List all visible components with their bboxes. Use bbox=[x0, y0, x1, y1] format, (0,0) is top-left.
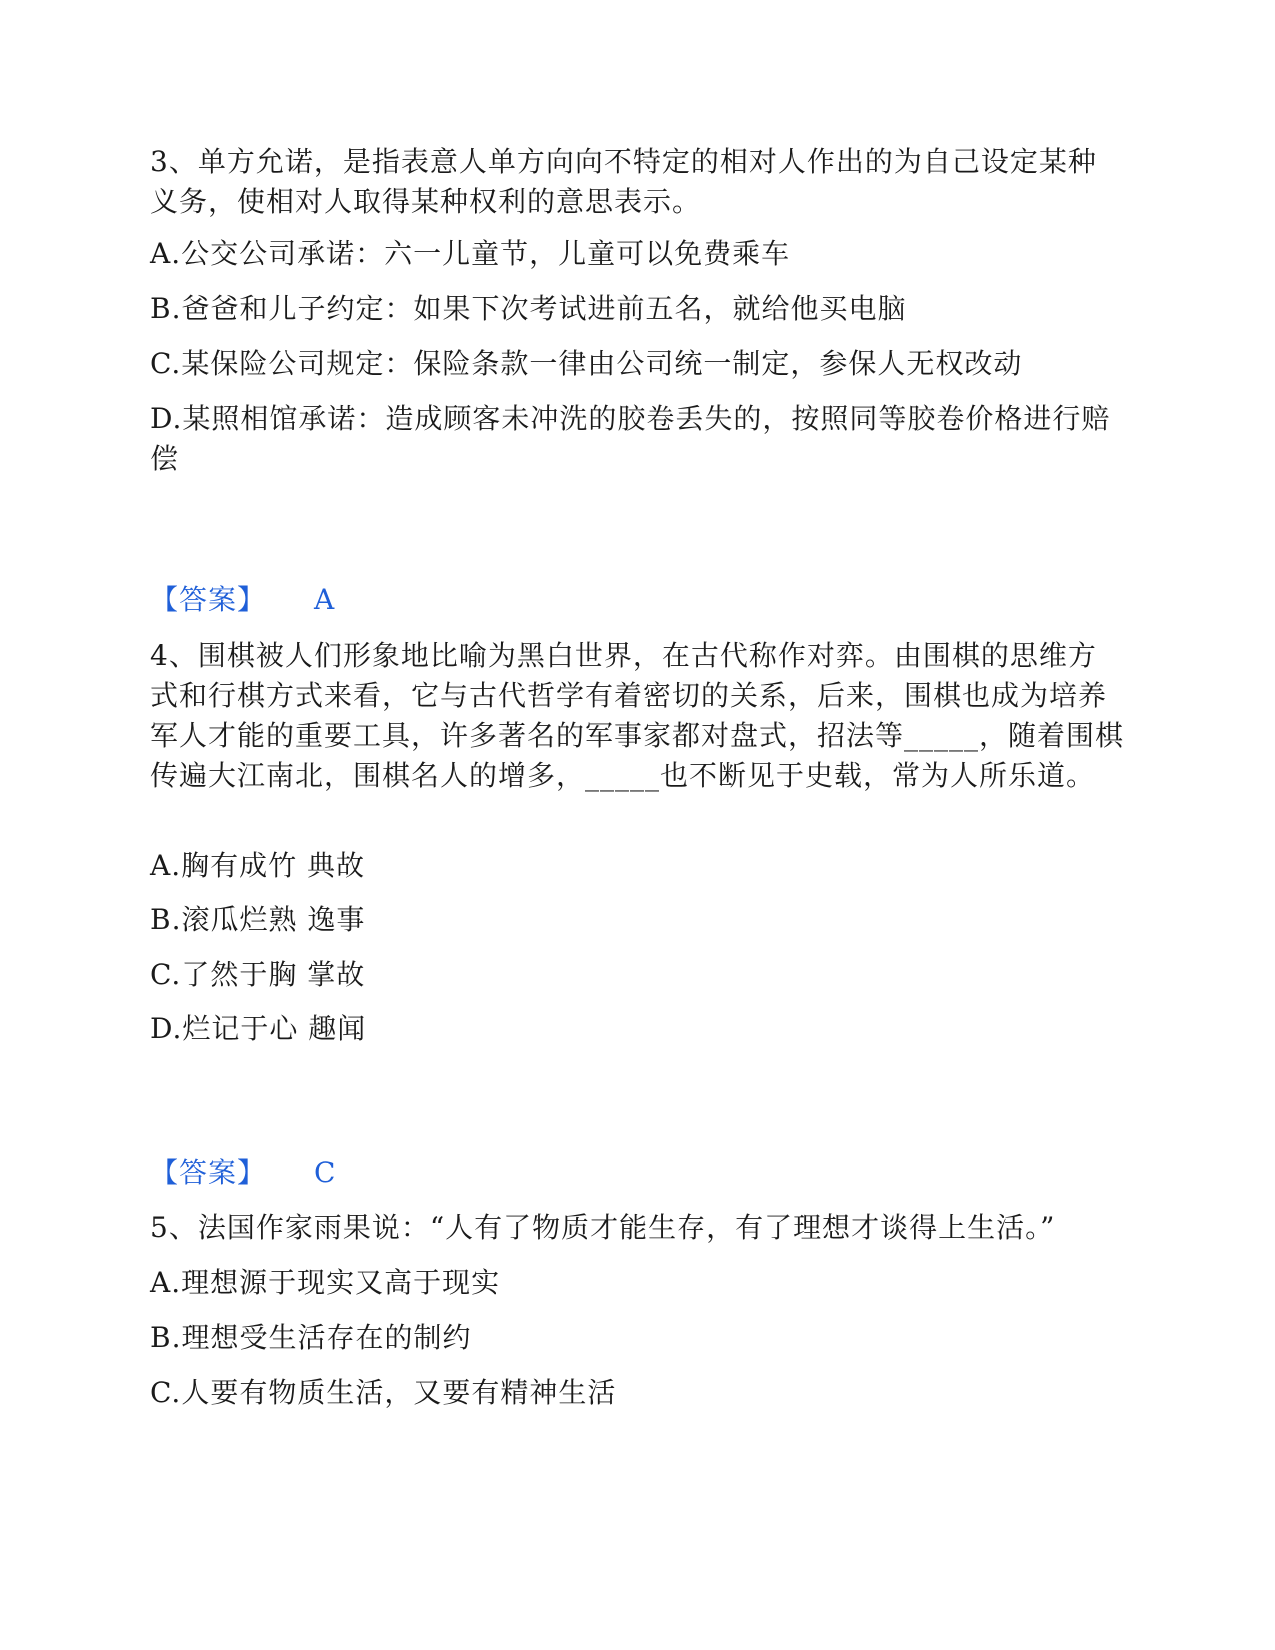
question-3-answer bbox=[150, 580, 334, 620]
question-4-answer bbox=[150, 1153, 335, 1193]
answer-label: 【答案】 bbox=[150, 1156, 267, 1189]
question-3-option-d: D.某照相馆承诺：造成顾客未冲洗的胶卷丢失的，按照同等胶卷价格进行赔偿 bbox=[150, 402, 1111, 475]
question-4-stem: 4、围棋被人们形象地比喻为黑白世界，在古代称作对弈。由围棋的思维方式和行棋方式来看，它与古代哲学有着密切的关系，后来，围棋也成为培养军人才能的重要工具，许多著名的军事家都对盘式，招法等_____，随着围棋传遍大江南北，围棋名人的增多，_____也不断见于史载，常为人所乐道。 bbox=[150, 639, 1125, 792]
question-3-option-b: B.爸爸和儿子约定：如果下次考试进前五名，就给他买电脑 bbox=[150, 292, 907, 325]
question-3-option-a: A.公交公司承诺：六一儿童节，儿童可以免费乘车 bbox=[150, 237, 791, 270]
question-4-option-d: D.烂记于心 趣闻 bbox=[150, 1012, 367, 1045]
question-3-option-c: C.某保险公司规定：保险条款一律由公司统一制定，参保人无权改动 bbox=[150, 347, 1023, 380]
question-5-stem: 5、法国作家雨果说：“人有了物质才能生存，有了理想才谈得上生活。” bbox=[150, 1211, 1056, 1244]
question-4-option-b: B.滚瓜烂熟 逸事 bbox=[150, 903, 366, 936]
question-5-option-c: C.人要有物质生活，又要有精神生活 bbox=[150, 1376, 617, 1409]
answer-label: 【答案】 bbox=[150, 583, 267, 616]
question-4-option-c: C.了然于胸 掌故 bbox=[150, 958, 366, 991]
question-5-option-a: A.理想源于现实又高于现实 bbox=[150, 1266, 501, 1299]
answer-value: A bbox=[314, 583, 335, 616]
question-4-option-a: A.胸有成竹 典故 bbox=[150, 849, 366, 882]
answer-value: C bbox=[314, 1156, 336, 1189]
question-5-option-b: B.理想受生活存在的制约 bbox=[150, 1321, 472, 1354]
question-3-stem: 3、单方允诺，是指表意人单方向向不特定的相对人作出的为自己设定某种义务，使相对人取得某种权利的意思表示。 bbox=[150, 145, 1097, 218]
